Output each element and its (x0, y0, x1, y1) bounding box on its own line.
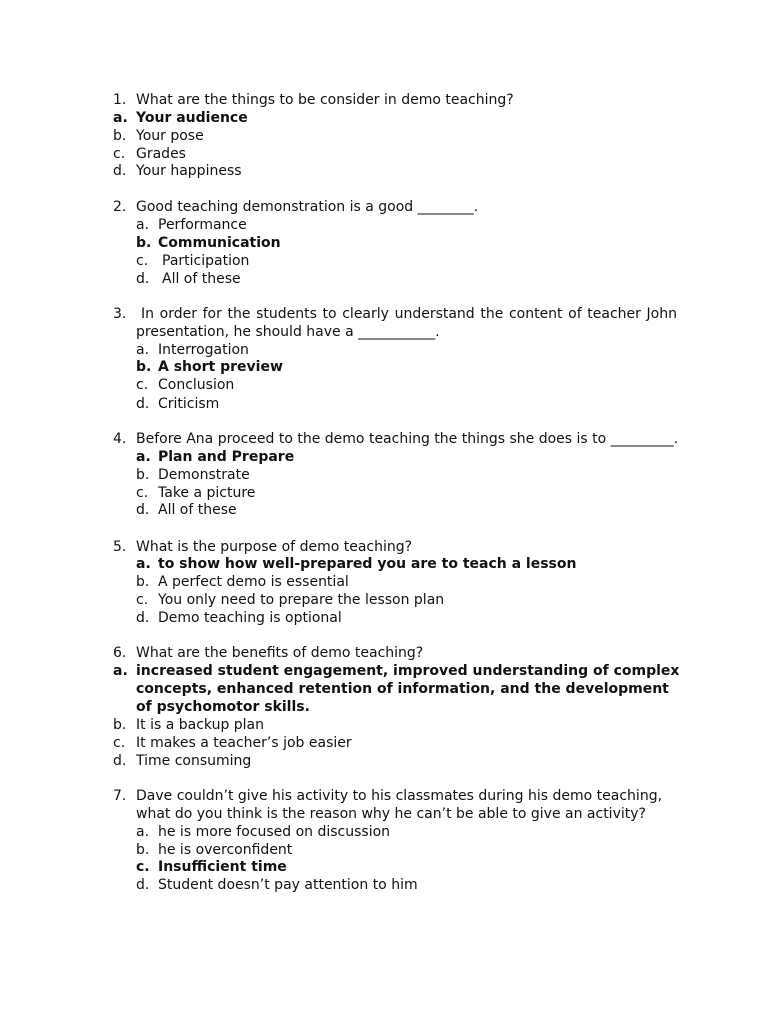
option-text: increased student engagement, improved understanding of complex (136, 663, 680, 679)
option-text: Take a picture (158, 485, 256, 501)
option-text: Communication (158, 235, 281, 251)
option-text: Grades (136, 146, 186, 162)
option-label: d. (136, 396, 150, 412)
question-number: 4. (113, 431, 127, 447)
option-label: c. (113, 146, 126, 162)
option-label: c. (136, 859, 150, 875)
option-text: Demo teaching is optional (158, 610, 342, 626)
option-label: a. (136, 217, 150, 233)
option-label: a. (136, 342, 150, 358)
option-label: c. (136, 592, 149, 608)
option-label: c. (136, 253, 149, 269)
option-label: d. (113, 163, 127, 179)
option-text: It makes a teacher’s job easier (136, 735, 352, 751)
question-text: Good teaching demonstration is a good ________. (136, 199, 479, 215)
option-text: Interrogation (158, 342, 249, 358)
option-label: d. (136, 502, 150, 518)
option-label: d. (136, 877, 150, 893)
option-text: Student doesn’t pay attention to him (158, 877, 418, 893)
question-number: 7. (113, 788, 127, 804)
question-text: what do you think is the reason why he can’t be able to give an activity? (136, 806, 646, 822)
question-text: What is the purpose of demo teaching? (136, 539, 413, 555)
option-label: a. (136, 556, 151, 572)
option-text: Time consuming (136, 753, 252, 769)
question-number: 1. (113, 92, 127, 108)
option-text: concepts, enhanced retention of information, and the development (136, 681, 669, 697)
question-text: What are the things to be consider in demo teaching? (136, 92, 514, 108)
option-label: b. (136, 842, 150, 858)
option-label: a. (136, 824, 150, 840)
option-text: All of these (162, 271, 241, 287)
option-label: d. (136, 610, 150, 626)
option-text: Your pose (136, 128, 204, 144)
option-text: A short preview (158, 359, 283, 375)
option-label: c. (136, 485, 149, 501)
option-label: d. (113, 753, 127, 769)
option-label: c. (113, 735, 126, 751)
option-label: a. (113, 110, 128, 126)
option-text: Participation (162, 253, 250, 269)
option-text: he is more focused on discussion (158, 824, 391, 840)
option-text: Demonstrate (158, 467, 250, 483)
option-label: b. (136, 359, 152, 375)
question-text: What are the benefits of demo teaching? (136, 645, 424, 661)
option-text: All of these (158, 502, 237, 518)
option-text: Conclusion (158, 377, 235, 393)
option-label: b. (136, 467, 150, 483)
option-label: b. (136, 574, 150, 590)
question-text: In order for the students to clearly understand the content of teacher John (141, 306, 677, 322)
question-text: Dave couldn’t give his activity to his classmates during his demo teaching, (136, 788, 663, 804)
option-label: a. (136, 449, 151, 465)
option-label: b. (113, 128, 127, 144)
option-label: c. (136, 377, 149, 393)
question-number: 2. (113, 199, 127, 215)
option-text: he is overconfident (158, 842, 293, 858)
option-text: of psychomotor skills. (136, 699, 310, 715)
option-text: Criticism (158, 396, 220, 412)
option-text: Your happiness (136, 163, 242, 179)
option-text: It is a backup plan (136, 717, 265, 733)
option-text: Plan and Prepare (158, 449, 295, 465)
question-text: Before Ana proceed to the demo teaching the things she does is to _________. (136, 431, 679, 447)
option-label: d. (136, 271, 150, 287)
option-text: You only need to prepare the lesson plan (158, 592, 445, 608)
question-number: 5. (113, 539, 127, 555)
option-text: Your audience (136, 110, 248, 126)
option-text: Performance (158, 217, 247, 233)
option-label: b. (113, 717, 127, 733)
question-text: presentation, he should have a ___________. (136, 324, 440, 340)
option-text: A perfect demo is essential (158, 574, 349, 590)
option-label: a. (113, 663, 128, 679)
option-text: Insufficient time (158, 859, 287, 875)
option-text: to show how well-prepared you are to teach a lesson (158, 556, 577, 572)
question-number: 3. (113, 306, 127, 322)
question-number: 6. (113, 645, 127, 661)
option-label: b. (136, 235, 152, 251)
